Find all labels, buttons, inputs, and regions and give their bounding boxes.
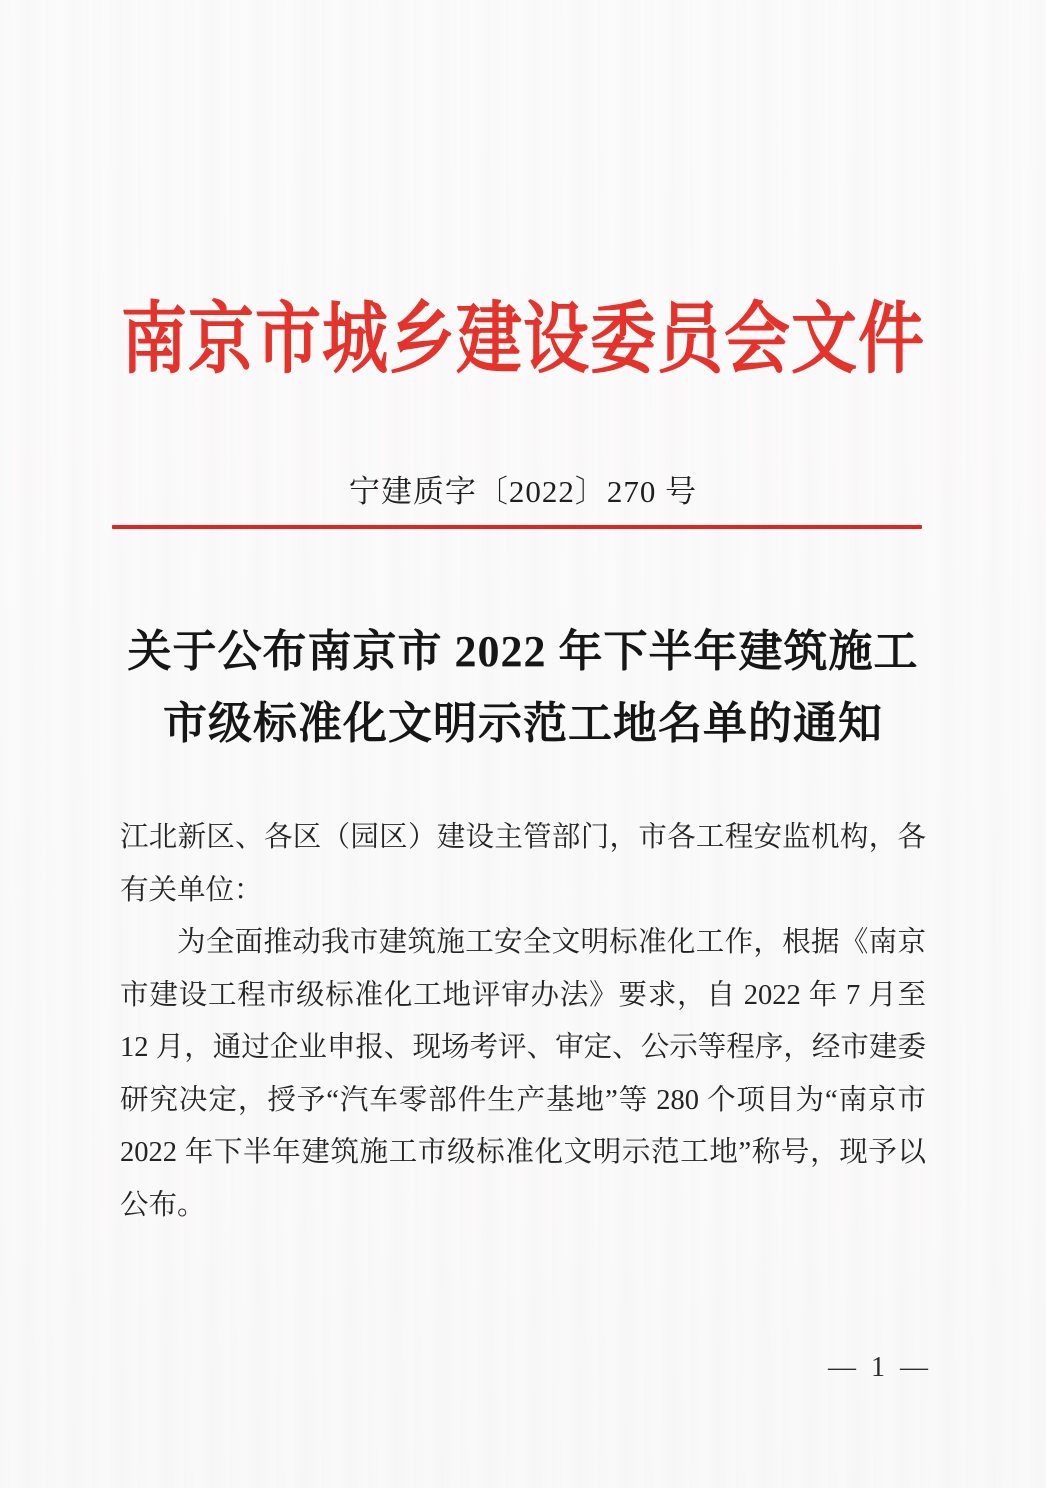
document-reference-number: 宁建质字〔2022〕270 号 — [348, 474, 698, 509]
letterhead-org-title: 南京市城乡建设委员会文件 — [121, 297, 925, 384]
notice-body — [120, 812, 926, 1232]
body-line: 有关单位： — [120, 874, 263, 906]
body-line: 公布。 — [120, 1189, 206, 1221]
notice-title-line-1: 关于公布南京市 2022 年下半年建筑施工 — [127, 627, 919, 676]
notice-title — [0, 616, 1046, 760]
page-number: — 1 — — [828, 1352, 932, 1383]
body-line: 12 月，通过企业申报、现场考评、审定、公示等程序，经市建委 — [120, 1032, 926, 1063]
body-line: 2022 年下半年建筑施工市级标准化文明示范工地”称号，现予以 — [120, 1137, 926, 1168]
body-line: 市建设工程市级标准化工地评审办法》要求，自 2022 年 7 月至 — [120, 979, 926, 1011]
body-line: 江北新区、各区（园区）建设主管部门，市各工程安监机构，各 — [120, 822, 926, 853]
red-divider-rule — [112, 525, 922, 529]
body-line: 为全面推动我市建筑施工安全文明标准化工作，根据《南京 — [177, 927, 926, 958]
body-line: 研究决定，授予“汽车零部件生产基地”等 280 个项目为“南京市 — [120, 1084, 926, 1116]
notice-title-line-2: 市级标准化文明示范工地名单的通知 — [163, 699, 883, 748]
